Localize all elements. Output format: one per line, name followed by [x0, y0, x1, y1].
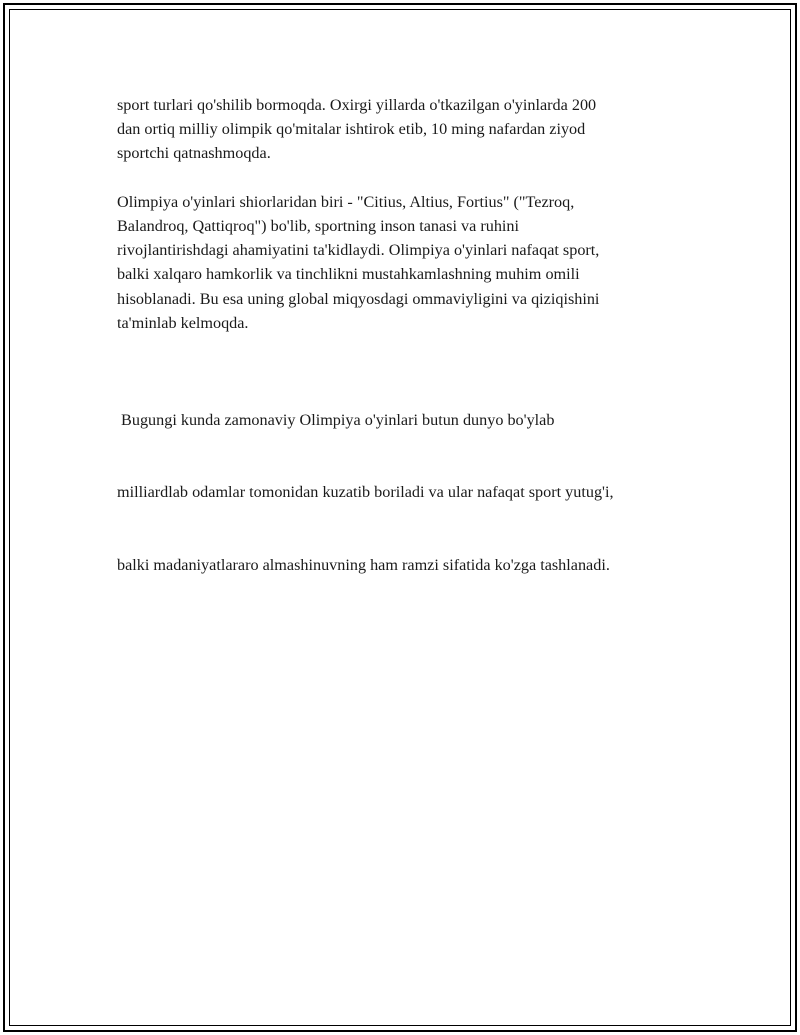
paragraph-line: Balandroq, Qattiqroq") bo'lib, sportning inson tanasi va ruhini: [117, 217, 520, 235]
paragraph-line: sport turlari qo'shilib bormoqda. Oxirgi yillarda o'tkazilgan o'yinlarda 200: [117, 96, 597, 114]
paragraph-3: [117, 359, 707, 625]
paragraph-line: ta'minlab kelmoqda.: [117, 313, 249, 332]
paragraph-line: milliardlab odamlar tomonidan kuzatib boriladi va ular nafaqat sport yutug'i,: [117, 483, 614, 502]
document-body: [117, 93, 707, 650]
paragraph-line: rivojlantirishdagi ahamiyatini ta'kidlaydi. Olimpiya o'yinlari nafaqat sport,: [117, 241, 600, 260]
paragraph-line: balki xalqaro hamkorlik va tinchlikni mustahkamlashning muhim omili: [117, 265, 580, 284]
paragraph-line: Olimpiya o'yinlari shiorlaridan biri - "Citius, Altius, Fortius" ("Tezroq,: [117, 192, 575, 211]
paragraph-line: dan ortiq milliy olimpik qo'mitalar ishtirok etib, 10 ming nafardan ziyod: [117, 120, 586, 139]
paragraph-line: balki madaniyatlararo almashinuvning ham ramzi sifatida ko'zga tashlanadi.: [117, 555, 610, 574]
paragraph-line: Bugungi kunda zamonaviy Olimpiya o'yinlari butun dunyo bo'ylab: [117, 410, 555, 429]
paragraph-line: hisoblanadi. Bu esa uning global miqyosdagi ommaviyligini va qiziqishini: [117, 289, 600, 308]
paragraph-line: sportchi qatnashmoqda.: [117, 144, 271, 163]
paragraph-2: [117, 190, 707, 335]
paragraph-1: [117, 93, 707, 166]
